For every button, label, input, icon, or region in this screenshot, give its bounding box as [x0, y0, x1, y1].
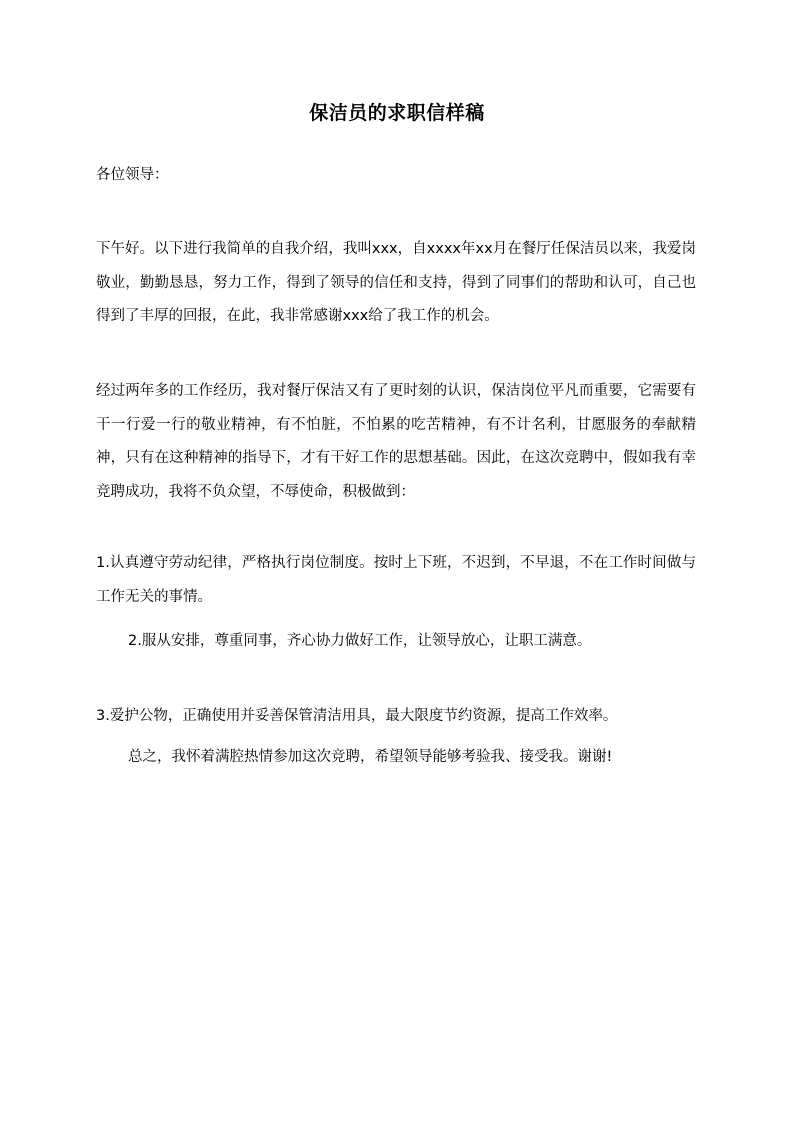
list-item-2: 2.服从安排，尊重同事，齐心协力做好工作，让领导放心，让职工满意。 — [128, 633, 592, 649]
list-item-1: 1.认真遵守劳动纪律，严格执行岗位制度。按时上下班，不迟到，不早退，不在工作时间做与工作无关的事情。 — [96, 555, 696, 605]
list-item-3: 3.爱护公物，正确使用并妥善保管清洁用具，最大限度节约资源，提高工作效率。 — [96, 708, 618, 724]
document-title: 保洁员的求职信样稿 — [309, 102, 485, 124]
paragraph-experience: 经过两年多的工作经历，我对餐厅保洁又有了更时刻的认识，保洁岗位平凡而重要，它需要有干一行爱一行的敬业精神，有不怕脏，不怕累的吃苦精神，有不计名利，甘愿服务的奉献精神，只有在这种精神的指导下，才有干好工作的思想基础。因此，在这次竞聘中，假如我有幸竞聘成功，我将不负众望，不辱使命，积极做到： — [96, 383, 696, 500]
closing-paragraph: 总之，我怀着满腔热情参加这次竞聘，希望领导能够考验我、接受我。谢谢! — [128, 749, 613, 765]
salutation: 各位领导： — [96, 167, 169, 183]
paragraph-introduction: 下午好。以下进行我简单的自我介绍，我叫xxx，自xxxx年xx月在餐厅任保洁员以来，我爱岗敬业，勤勤恳恳，努力工作，得到了领导的信任和支持，得到了同事们的帮助和认可，自己也得到了丰厚的回报，在此，我非常感谢xxx给了我工作的机会。 — [96, 241, 696, 324]
